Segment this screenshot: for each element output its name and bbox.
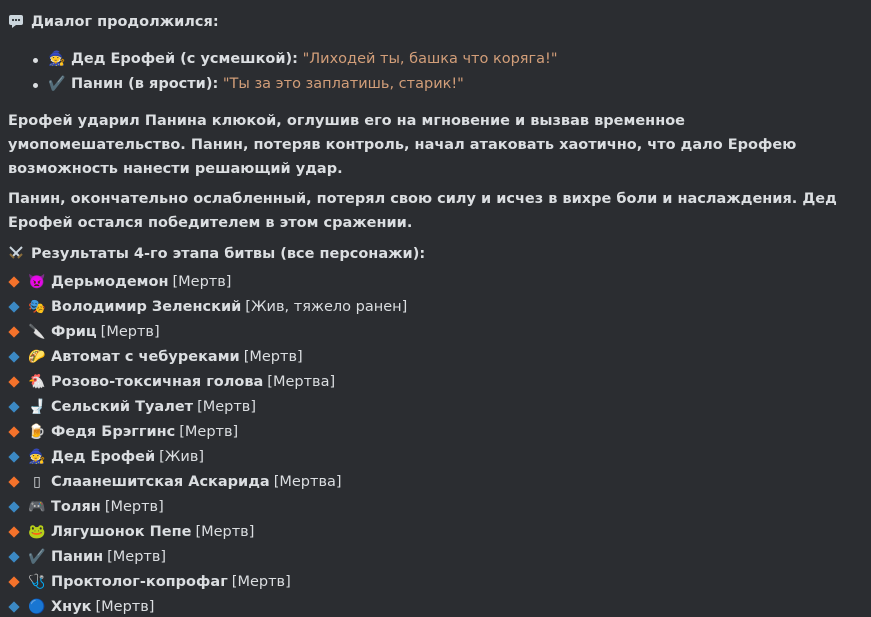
character-row xyxy=(8,594,407,617)
character-status: [Мертв] xyxy=(100,323,160,340)
blue-orb-icon: 🔵 xyxy=(28,598,46,615)
taco-icon: 🌮 xyxy=(28,348,46,365)
character-name: Федя Брэггинс xyxy=(51,423,176,440)
wizard-icon: 🧙 xyxy=(28,448,46,465)
character-name: Фриц xyxy=(51,323,97,340)
character-status: [Мертв] xyxy=(197,398,257,415)
character-status: [Мертв] xyxy=(195,523,255,540)
character-name: Розово-токсичная голова xyxy=(51,373,264,390)
blue-diamond-icon xyxy=(8,401,19,412)
character-name: Дед Ерофей xyxy=(51,448,156,465)
character-status: [Мертв] xyxy=(172,273,232,290)
character-name: Панин xyxy=(51,548,104,565)
check-mark-icon: ✔️ xyxy=(28,548,46,565)
beer-mug-icon: 🍺 xyxy=(28,423,46,440)
dialog-quote xyxy=(48,49,558,74)
character-row xyxy=(8,544,407,569)
theater-masks-icon: 🎭 xyxy=(28,298,46,315)
blue-diamond-icon xyxy=(8,551,19,562)
character-status: [Мертв] xyxy=(231,573,291,590)
character-name: Лягушонок Пепе xyxy=(51,523,192,540)
results-heading xyxy=(8,244,425,264)
stethoscope-icon: 🩺 xyxy=(28,573,46,590)
quote-text: "Ты за это заплатишь, старик!" xyxy=(222,76,464,92)
character-roster xyxy=(8,269,407,617)
blue-diamond-icon xyxy=(8,301,19,312)
orange-diamond-icon xyxy=(8,276,19,287)
blue-diamond-icon xyxy=(8,501,19,512)
orange-diamond-icon xyxy=(8,576,19,587)
devil-icon: 👿 xyxy=(28,273,46,290)
character-status: [Мертв] xyxy=(95,598,155,615)
frog-icon: 🐸 xyxy=(28,523,46,540)
blue-diamond-icon xyxy=(8,451,19,462)
character-row xyxy=(8,294,407,319)
character-row xyxy=(8,419,407,444)
character-row xyxy=(8,569,407,594)
character-row xyxy=(8,519,407,544)
character-row xyxy=(8,319,407,344)
blue-diamond-icon xyxy=(8,351,19,362)
character-status: [Мертв] xyxy=(104,498,164,515)
quote-speaker: Дед Ерофей (с усмешкой): xyxy=(71,51,298,67)
crossed-swords-icon xyxy=(8,245,24,261)
dialog-quote xyxy=(48,74,558,99)
character-status: [Жив, тяжело ранен] xyxy=(245,298,408,315)
character-status: [Мертв] xyxy=(243,348,303,365)
character-name: Сельский Туалет xyxy=(51,398,194,415)
character-name: Проктолог-копрофаг xyxy=(51,573,228,590)
knife-icon: 🔪 xyxy=(28,323,46,340)
character-row xyxy=(8,394,407,419)
character-status: [Мертв] xyxy=(107,548,167,565)
character-name: Володимир Зеленский xyxy=(51,298,242,315)
character-name: Хнук xyxy=(51,598,92,615)
chicken-icon: 🐔 xyxy=(28,373,46,390)
character-name: Слаанешитская Аскарида xyxy=(51,473,270,490)
character-row xyxy=(8,269,407,294)
character-status: [Мертв] xyxy=(179,423,239,440)
game-controller-icon: 🎮 xyxy=(28,498,46,515)
dialog-quotes-list xyxy=(8,49,558,99)
character-name: Толян xyxy=(51,498,101,515)
missing-glyph-icon: ▯ xyxy=(33,473,41,490)
orange-diamond-icon xyxy=(8,526,19,537)
character-status: [Мертва] xyxy=(273,473,342,490)
character-row xyxy=(8,494,407,519)
orange-diamond-icon xyxy=(8,476,19,487)
quote-speaker: Панин (в ярости): xyxy=(71,76,219,92)
character-name: Автомат с чебуреками xyxy=(51,348,240,365)
orange-diamond-icon xyxy=(8,426,19,437)
story-paragraph: Панин, окончательно ослабленный, потерял свою силу и исчез в вихре боли и наслаждения. Дед Ерофей остался победителем в этом сражении. xyxy=(8,191,837,231)
check-mark-icon: ✔️ xyxy=(48,76,66,92)
speech-bubble-icon xyxy=(8,13,24,29)
toilet-icon: 🚽 xyxy=(28,398,46,415)
orange-diamond-icon xyxy=(8,376,19,387)
character-row xyxy=(8,469,407,494)
character-row xyxy=(8,344,407,369)
character-name: Дерьмодемон xyxy=(51,273,169,290)
results-heading-text: Результаты 4-го этапа битвы (все персонажи): xyxy=(31,246,426,262)
blue-diamond-icon xyxy=(8,601,19,612)
quote-text: "Лиходей ты, башка что коряга!" xyxy=(302,51,558,67)
wizard-icon: 🧙 xyxy=(48,51,66,67)
story-paragraph: Ерофей ударил Панина клюкой, оглушив его на мгновение и вызвав временное умопомешательство. Панин, потеряв контроль, начал атаковать хаотично, что дало Ерофею возможность нанести решающий удар. xyxy=(8,113,797,177)
character-status: [Жив] xyxy=(159,448,205,465)
character-row xyxy=(8,369,407,394)
character-row xyxy=(8,444,407,469)
orange-diamond-icon xyxy=(8,326,19,337)
dialog-heading-text: Диалог продолжился: xyxy=(31,14,219,30)
dialog-heading xyxy=(8,12,219,32)
character-status: [Мертва] xyxy=(267,373,336,390)
